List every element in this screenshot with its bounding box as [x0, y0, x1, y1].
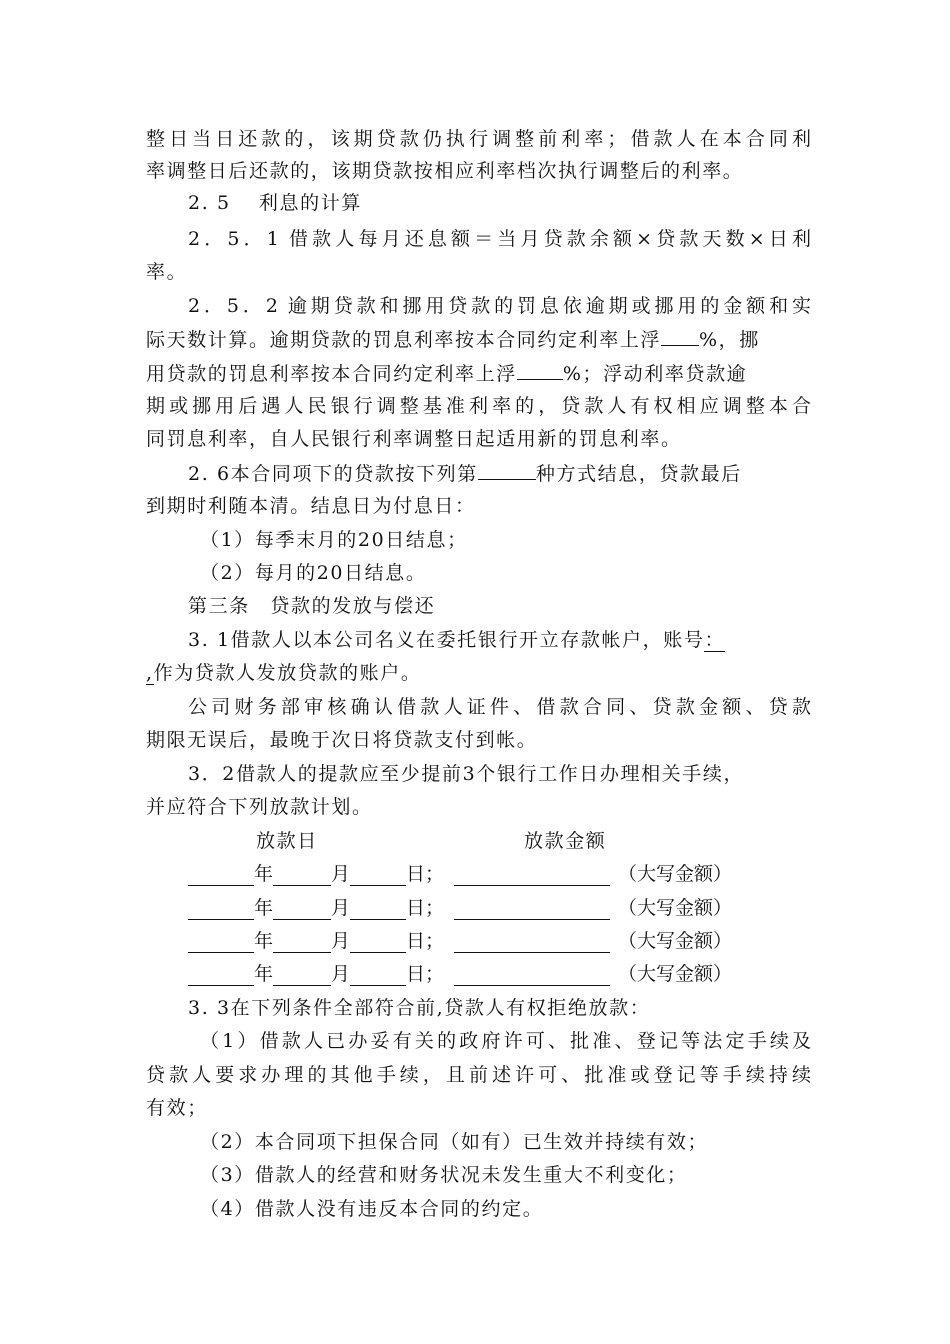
paragraph-line: 整日当日还款的，该期贷款仍执行调整前利率；借款人在本合同利	[146, 128, 811, 150]
paragraph-line: 期限无误后，最晚于次日将贷款支付到帐。	[146, 729, 538, 751]
account-blank-end: ,	[146, 662, 154, 684]
amount-blank	[454, 901, 610, 920]
paragraph-line	[146, 327, 811, 351]
paragraph-line: 2．5．2 逾期贷款和挪用贷款的罚息依逾期或挪用的金额和实	[188, 295, 811, 317]
text-segment: 用贷款的罚息利率按本合同约定利率上浮	[146, 363, 517, 385]
blank-field	[478, 461, 536, 480]
list-item: （4）借款人没有违反本合同的约定。	[200, 1198, 544, 1220]
list-item: （2）本合同项下担保合同（如有）已生效并持续有效；	[200, 1131, 709, 1153]
text-segment: 际天数计算。逾期贷款的罚息利率按本合同约定利率上浮	[146, 329, 662, 351]
list-item: （2）每月的20日结息。	[200, 562, 427, 584]
year-blank	[188, 934, 254, 953]
text-segment: %；浮动利率贷款逾	[562, 363, 748, 385]
text-segment: 作为贷款人发放贷款的账户。	[153, 662, 422, 684]
list-item: （1）每季末月的20日结息；	[200, 529, 468, 551]
amount-blank	[454, 934, 610, 953]
year-label: 年	[254, 897, 274, 919]
list-item: （3）借款人的经营和财务状况未发生重大不利变化；	[200, 1164, 688, 1186]
year-label: 年	[254, 963, 274, 985]
schedule-header-amount: 放款金额	[524, 830, 607, 852]
day-label: 日；	[406, 897, 445, 919]
month-label: 月	[331, 963, 351, 985]
blank-field	[517, 361, 563, 380]
text-segment: 2. 6本合同项下的贷款按下列第	[188, 463, 478, 485]
section-heading: 2. 5 利息的计算	[188, 192, 362, 214]
day-blank	[350, 934, 406, 953]
paragraph-line: 同罚息利率，自人民银行利率调整日起适用新的罚息利率。	[146, 428, 682, 450]
month-blank	[273, 934, 331, 953]
paragraph-line: 有效；	[146, 1097, 208, 1119]
schedule-header-date: 放款日	[256, 830, 318, 852]
paragraph-line: 3. 3在下列条件全部符合前,贷款人有权拒绝放款：	[188, 997, 651, 1019]
paragraph-line: 贷款人要求办理的其他手续，且前述许可、批准或登记等手续持续	[146, 1064, 811, 1086]
paragraph-line: 3．2借款人的提款应至少提前3个银行工作日办理相关手续，	[188, 763, 745, 785]
amount-label: （大写金额）	[618, 963, 733, 985]
text-segment: 种方式结息，贷款最后	[535, 463, 742, 485]
paragraph-line: 到期时利随本清。结息日为付息日：	[146, 495, 476, 517]
blank-field	[661, 327, 699, 346]
paragraph-line	[188, 461, 811, 485]
paragraph-line	[146, 361, 811, 385]
paragraph-line: 公司财务部审核确认借款人证件、借款合同、贷款金额、贷款	[188, 696, 811, 718]
paragraph-line: 率。	[146, 261, 188, 283]
year-label: 年	[254, 863, 274, 885]
month-blank	[273, 901, 331, 920]
schedule-row	[188, 929, 732, 953]
account-blank: ：	[704, 629, 726, 651]
paragraph-line	[188, 628, 811, 652]
paragraph-line: 并应符合下列放款计划。	[146, 796, 373, 818]
amount-label: （大写金额）	[618, 863, 733, 885]
list-item: （1）借款人已办妥有关的政府许可、批准、登记等法定手续及	[200, 1030, 811, 1052]
schedule-row	[188, 896, 732, 920]
day-label: 日；	[406, 963, 445, 985]
day-label: 日；	[406, 863, 445, 885]
amount-label: （大写金额）	[618, 930, 733, 952]
month-label: 月	[331, 930, 351, 952]
month-blank	[273, 867, 331, 886]
day-blank	[350, 967, 406, 986]
paragraph-line: 2．5．1 借款人每月还息额＝当月贷款余额×贷款天数×日利	[188, 228, 811, 250]
year-blank	[188, 867, 254, 886]
paragraph-line: 期或挪用后遇人民银行调整基准利率的，贷款人有权相应调整本合	[146, 395, 811, 417]
text-segment: 3. 1借款人以本公司名义在委托银行开立存款帐户，账号	[188, 629, 705, 651]
amount-blank	[454, 867, 610, 886]
year-blank	[188, 967, 254, 986]
year-blank	[188, 901, 254, 920]
year-label: 年	[254, 930, 274, 952]
amount-label: （大写金额）	[618, 897, 733, 919]
month-blank	[273, 967, 331, 986]
schedule-row	[188, 962, 732, 986]
paragraph-line	[146, 661, 811, 685]
day-blank	[350, 901, 406, 920]
month-label: 月	[331, 897, 351, 919]
day-label: 日；	[406, 930, 445, 952]
paragraph-line: 率调整日后还款的，该期贷款按相应利率档次执行调整后的利率。	[146, 160, 744, 182]
month-label: 月	[331, 863, 351, 885]
amount-blank	[454, 967, 610, 986]
schedule-row	[188, 862, 732, 886]
text-segment: %，挪	[699, 329, 760, 351]
day-blank	[350, 867, 406, 886]
article-heading: 第三条 贷款的发放与偿还	[188, 595, 436, 617]
